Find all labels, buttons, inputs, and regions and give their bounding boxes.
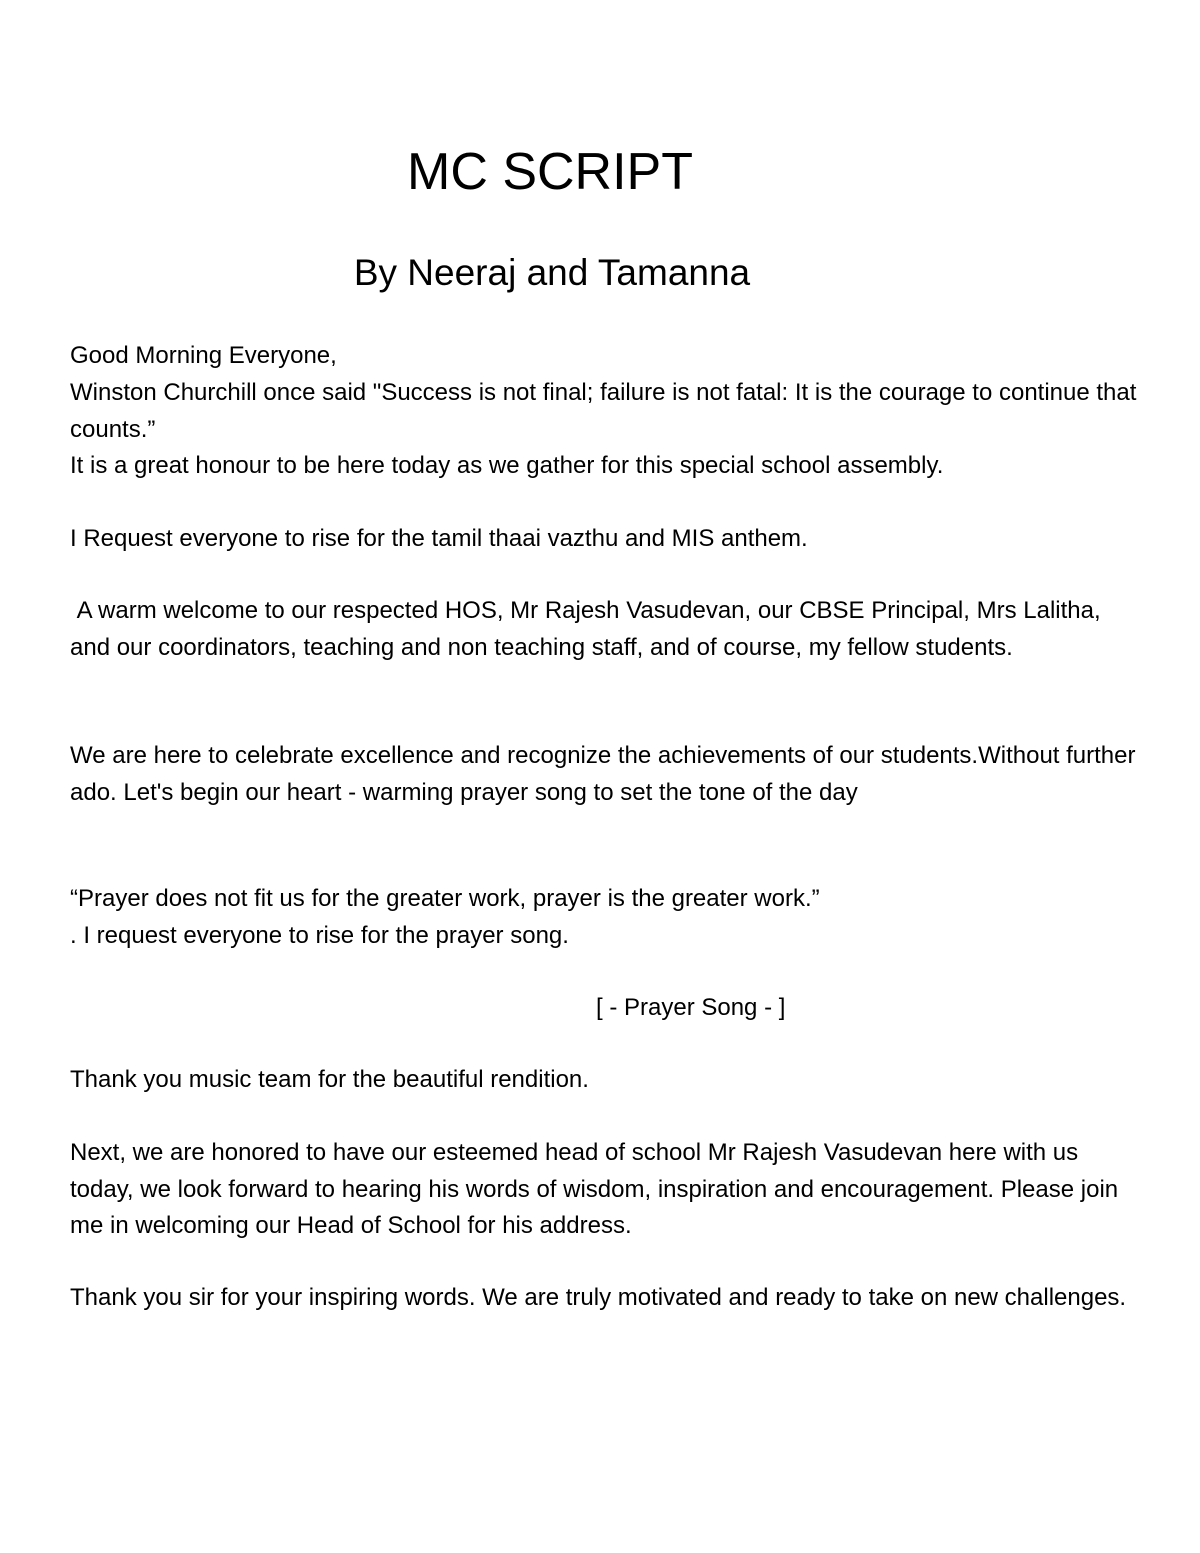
prayer-request-paragraph: . I request everyone to rise for the prayer song. xyxy=(70,922,569,949)
prayer-song-marker: [ - Prayer Song - ] xyxy=(596,994,786,1021)
honour-paragraph: It is a great honour to be here today as we gather for this special school assembly. xyxy=(70,452,944,479)
anthem-request-paragraph: I Request everyone to rise for the tamil thaai vazthu and MIS anthem. xyxy=(70,525,808,552)
greeting-paragraph: Good Morning Everyone, xyxy=(70,342,337,369)
document-title: MC SCRIPT xyxy=(407,143,693,201)
prayer-quote-paragraph: “Prayer does not fit us for the greater work, prayer is the greater work.” xyxy=(70,885,820,912)
welcome-paragraph: A warm welcome to our respected HOS, Mr Rajesh Vasudevan, our CBSE Principal, Mrs Lalitha, and our coordinators, teaching and non teaching staff, and of course, my fellow students. xyxy=(70,597,1108,661)
celebration-paragraph: We are here to celebrate excellence and recognize the achievements of our students.Without further ado. Let's begin our heart - warming prayer song to set the tone of the day xyxy=(70,742,1136,806)
churchill-quote-paragraph: Winston Churchill once said "Success is not final; failure is not fatal: It is the courage to continue that counts.” xyxy=(70,379,1137,443)
thanks-music-paragraph: Thank you music team for the beautiful rendition. xyxy=(70,1066,589,1093)
hos-address-paragraph: Next, we are honored to have our esteemed head of school Mr Rajesh Vasudevan here with us today, we look forward to hearing his words of wisdom, inspiration and encouragement. Please join me in welcoming our Head of School for his address. xyxy=(70,1139,1119,1239)
thanks-sir-paragraph: Thank you sir for your inspiring words. We are truly motivated and ready to take on new challenges. xyxy=(70,1284,1127,1311)
document-subtitle: By Neeraj and Tamanna xyxy=(353,252,751,293)
